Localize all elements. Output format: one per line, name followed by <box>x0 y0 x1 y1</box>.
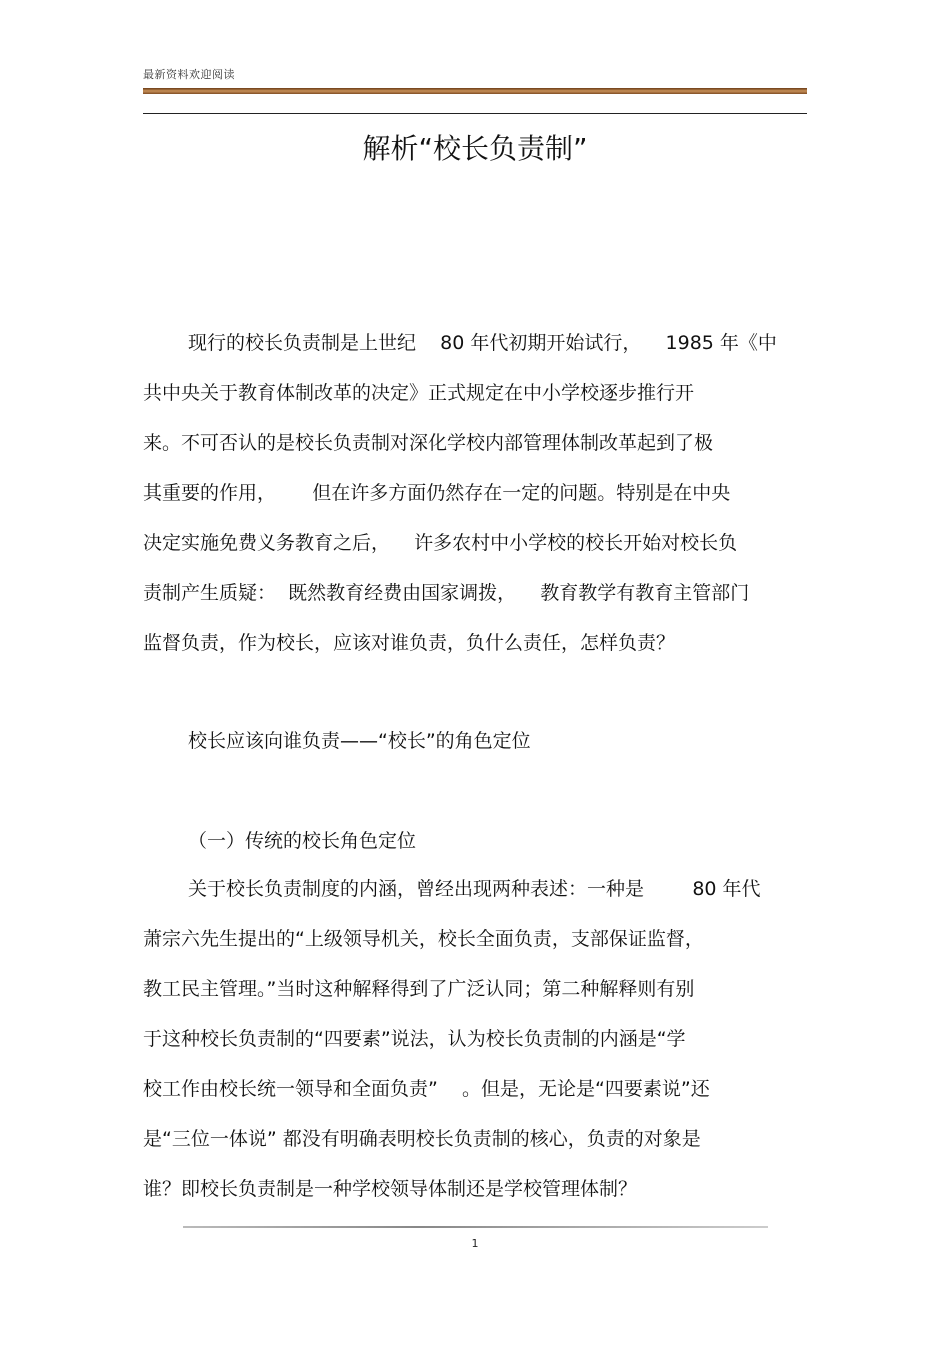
header-decorative-rule <box>143 88 807 94</box>
header-thin-rule <box>143 113 807 114</box>
paragraph-line: 责制产生质疑： 既然教育经费由国家调拨， 教育教学有教育主管部门 <box>143 582 750 604</box>
heading-text: （一）传统的校长角色定位 <box>188 830 417 852</box>
document-title: 解析“校长负责制” <box>362 132 588 165</box>
subsection-heading <box>143 816 807 866</box>
paragraph-line: 校工作由校长统一领导和全面负责” 。但是，无论是“四要素说”还 <box>143 1078 710 1100</box>
paragraph-line: 决定实施免费义务教育之后， 许多农村中小学校的校长开始对校长负 <box>143 532 738 554</box>
paragraph-line: 是“三位一体说” 都没有明确表明校长负责制的核心，负责的对象是 <box>143 1128 701 1150</box>
footer-rule <box>183 1226 768 1228</box>
paragraph-line: 谁？即校长负责制是一种学校领导体制还是学校管理体制？ <box>143 1178 638 1200</box>
paragraph-definition <box>143 864 807 1214</box>
paragraph-line: 教工民主管理。”当时这种解释得到了广泛认同；第二种解释则有别 <box>143 978 695 1000</box>
paragraph-line: 监督负责，作为校长，应该对谁负责，负什么责任，怎样负责？ <box>143 632 676 654</box>
paragraph-line: 萧宗六先生提出的“上级领导机关，校长全面负责，支部保证监督， <box>143 928 704 950</box>
paragraph-line: 现行的校长负责制是上世纪 80 年代初期开始试行， 1985 年《中 <box>188 332 777 354</box>
paragraph-line: 共中央关于教育体制改革的决定》正式规定在中小学校逐步推行开 <box>143 382 695 404</box>
page-number: 1 <box>471 1237 479 1250</box>
paragraph-line: 来。不可否认的是校长负责制对深化学校内部管理体制改革起到了极 <box>143 432 714 454</box>
paragraph-intro <box>143 318 807 668</box>
running-header: 最新资料欢迎阅读 <box>143 68 235 81</box>
paragraph-line: 其重要的作用， 但在许多方面仍然存在一定的问题。特别是在中央 <box>143 482 731 504</box>
paragraph-line: 关于校长负责制度的内涵，曾经出现两种表述：一种是 80 年代 <box>188 878 761 900</box>
section-heading <box>143 716 807 766</box>
paragraph-line: 于这种校长负责制的“四要素”说法，认为校长负责制的内涵是“学 <box>143 1028 686 1050</box>
heading-text: 校长应该向谁负责——“校长”的角色定位 <box>188 730 531 752</box>
